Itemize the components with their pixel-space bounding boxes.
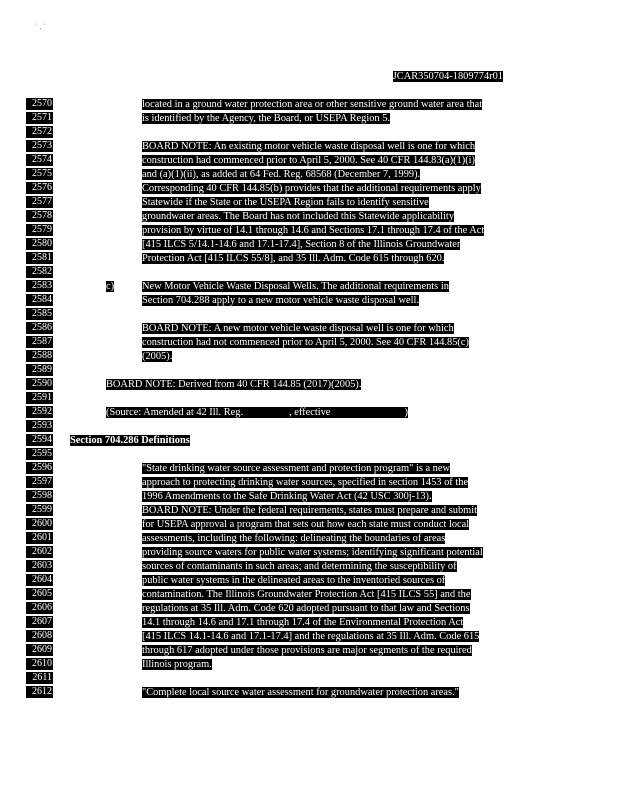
- line-number: 2599: [26, 504, 53, 516]
- scan-marks: ' , ': [36, 22, 45, 31]
- definition-local-assessment: [142, 686, 542, 699]
- text-line: Corresponding 40 CFR 144.85(b) provides that the additional requirements apply: [142, 183, 481, 194]
- text-line: through 617 adopted under those provisions are major segments of the required: [142, 645, 472, 656]
- board-note-derivation: [106, 378, 361, 391]
- text-line: assessments, including the following: delineating the boundaries of areas: [142, 533, 446, 544]
- text-line: located in a ground water protection area or other sensitive ground water area that: [142, 99, 483, 110]
- text-line: providing source waters for public water systems; identifying significant potential: [142, 547, 483, 558]
- section-heading: [70, 434, 190, 447]
- text-line: Section 704.288 apply to a new motor vehicle waste disposal well.: [142, 295, 420, 306]
- line-number: 2593: [26, 420, 53, 432]
- text-line: BOARD NOTE: Under the federal requirements, states must prepare and submit: [142, 505, 478, 516]
- line-number: 2575: [26, 168, 53, 180]
- line-number: 2596: [26, 462, 53, 474]
- line-number: 2588: [26, 350, 53, 362]
- subsection-label: c): [106, 281, 115, 292]
- source-middle: , effective: [289, 407, 331, 418]
- text-line: provision by virtue of 14.1 through 14.6 and Sections 17.1 through 17.4 of the Act: [142, 225, 485, 236]
- line-number: 2573: [26, 140, 53, 152]
- line-number: 2603: [26, 560, 53, 572]
- line-number: 2586: [26, 322, 53, 334]
- line-number: 2592: [26, 406, 53, 418]
- line-number: 2590: [26, 378, 53, 390]
- text-line: is identified by the Agency, the Board, or USEPA Region 5.: [142, 113, 391, 124]
- text-line: BOARD NOTE: A new motor vehicle waste disposal well is one for which: [142, 323, 454, 334]
- line-number: 2584: [26, 294, 53, 306]
- text-line: BOARD NOTE: Derived from 40 CFR 144.85 (2017)(2005).: [106, 379, 362, 390]
- text-line: regulations at 35 Ill. Adm. Code 620 adopted pursuant to that law and Sections: [142, 603, 470, 614]
- text-line: sources of contaminants in such areas; and determining the susceptibility of: [142, 561, 457, 572]
- line-number: 2572: [26, 126, 53, 138]
- line-number: 2576: [26, 182, 53, 194]
- line-number: 2607: [26, 616, 53, 628]
- source-prefix: (Source: Amended at 42 Ill. Reg.: [106, 407, 244, 418]
- blank-effective-date: [330, 414, 404, 415]
- line-number: 2591: [26, 392, 53, 404]
- line-number: 2585: [26, 308, 53, 320]
- source-note: [106, 406, 408, 419]
- line-number: 2610: [26, 658, 53, 670]
- line-number: 2579: [26, 224, 53, 236]
- text-line: 1996 Amendments to the Safe Drinking Water Act (42 USC 300j-13).: [142, 491, 432, 502]
- text-line: groundwater areas. The Board has not included this Statewide applicability: [142, 211, 455, 222]
- line-number: 2578: [26, 210, 53, 222]
- line-number: 2587: [26, 336, 53, 348]
- line-number: 2605: [26, 588, 53, 600]
- text-line: [415 ILCS 14.1-14.6 and 17.1-17.4] and the regulations at 35 Ill. Adm. Code 615: [142, 631, 480, 642]
- text-line: public water systems in the delineated areas to the inventoried sources of: [142, 575, 446, 586]
- line-number: 2581: [26, 252, 53, 264]
- text-line: contamination. The Illinois Groundwater Protection Act [415 ILCS 55] and the: [142, 589, 471, 600]
- paragraph-continuation: [142, 98, 542, 125]
- blank-register-page: [243, 414, 289, 415]
- line-number: 2583: [26, 280, 53, 292]
- text-line: (2005).: [142, 351, 173, 362]
- text-line: Illinois program.: [142, 659, 212, 670]
- line-number: 2602: [26, 546, 53, 558]
- line-number: 2612: [26, 686, 53, 698]
- document-code: [373, 70, 503, 83]
- subsection-c-text: [142, 280, 542, 307]
- text-line: construction had commenced prior to April 5, 2000. See 40 CFR 144.83(a)(1)(i): [142, 155, 476, 166]
- line-number: 2571: [26, 112, 53, 124]
- text-line: approach to protecting drinking water sources, specified in section 1453 of the: [142, 477, 469, 488]
- text-line: [415 ILCS 5/14.1-14.6 and 17.1-17.4], Section 8 of the Illinois Groundwater: [142, 239, 461, 250]
- document-body: [26, 98, 606, 702]
- line-number: 2611: [26, 672, 53, 684]
- document-code-text: JCAR350704-1809774r01: [392, 71, 503, 82]
- line-number: 2574: [26, 154, 53, 166]
- line-number: 2601: [26, 532, 53, 544]
- line-number: 2606: [26, 602, 53, 614]
- text-line: 14.1 through 14.6 and 17.1 through 17.4 of the Environmental Protection Act: [142, 617, 464, 628]
- line-number: 2609: [26, 644, 53, 656]
- text-line: "Complete local source water assessment for groundwater protection areas.": [142, 687, 459, 698]
- line-number: 2577: [26, 196, 53, 208]
- section-title: Section 704.286 Definitions: [70, 435, 190, 446]
- line-number: 2580: [26, 238, 53, 250]
- line-number: 2608: [26, 630, 53, 642]
- text-line: New Motor Vehicle Waste Disposal Wells. The additional requirements in: [142, 281, 449, 292]
- line-number: 2594: [26, 434, 53, 446]
- line-number: 2597: [26, 476, 53, 488]
- line-number: 2604: [26, 574, 53, 586]
- line-number: 2595: [26, 448, 53, 460]
- line-number: 2570: [26, 98, 53, 110]
- text-line: Statewide if the State or the USEPA Region fails to identify sensitive: [142, 197, 429, 208]
- line-number: 2589: [26, 364, 53, 376]
- subsection-c-label: [106, 280, 114, 293]
- definition-state-program: [142, 462, 542, 671]
- line-number: 2598: [26, 490, 53, 502]
- board-note-existing-wells: [142, 140, 542, 265]
- board-note-new-wells: [142, 322, 542, 363]
- text-line: Protection Act [415 ILCS 55/8], and 35 Ill. Adm. Code 615 through 620.: [142, 253, 445, 264]
- text-line: and (a)(1)(ii), as added at 64 Fed. Reg. 68568 (December 7, 1999).: [142, 169, 421, 180]
- line-number: 2600: [26, 518, 53, 530]
- text-line: construction had not commenced prior to April 5, 2000. See 40 CFR 144.85(c): [142, 337, 469, 348]
- text-line: "State drinking water source assessment and protection program" is a new: [142, 463, 450, 474]
- text-line: BOARD NOTE: An existing motor vehicle waste disposal well is one for which: [142, 141, 476, 152]
- line-number: 2582: [26, 266, 53, 278]
- text-line: for USEPA approval a program that sets out how each state must conduct local: [142, 519, 470, 530]
- source-suffix: ): [404, 407, 408, 418]
